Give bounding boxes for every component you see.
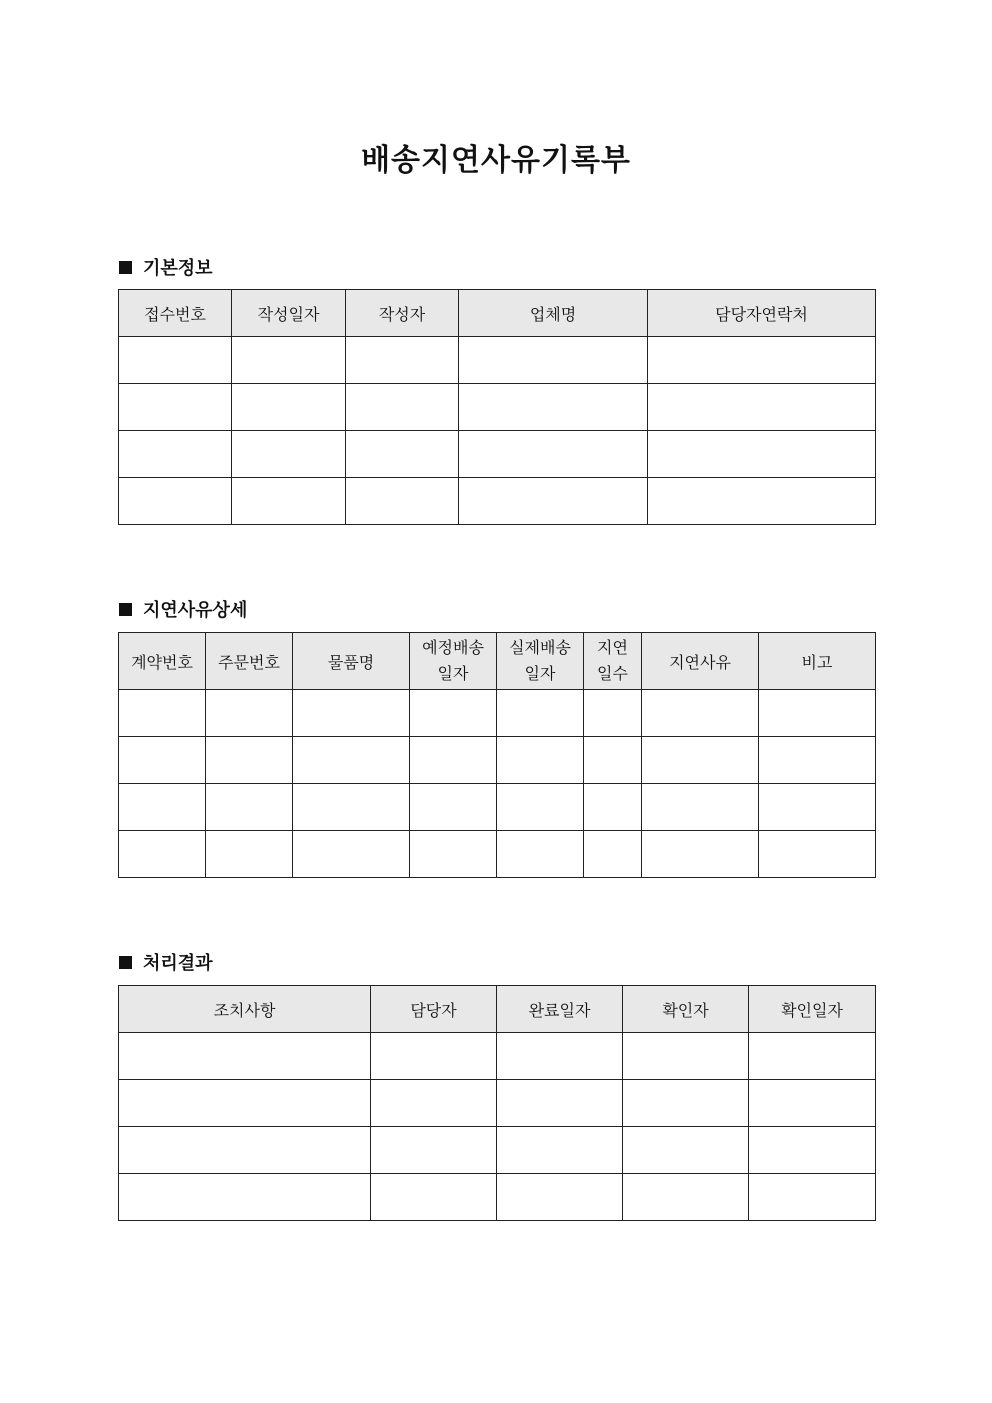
table-cell[interactable] (623, 1033, 749, 1080)
column-header: 비고 (759, 633, 876, 690)
table-cell[interactable] (584, 690, 642, 737)
table-cell[interactable] (584, 737, 642, 784)
table-row (119, 384, 876, 431)
column-header: 담당자연락처 (648, 290, 876, 337)
table-cell[interactable] (293, 831, 410, 878)
basic-info-table (118, 289, 876, 525)
column-header: 조치사항 (119, 986, 371, 1033)
table-cell[interactable] (206, 831, 293, 878)
square-bullet-icon (119, 956, 132, 969)
table-cell[interactable] (497, 1080, 623, 1127)
table-row (119, 1174, 876, 1221)
table-row (119, 1127, 876, 1174)
table-cell[interactable] (119, 1127, 371, 1174)
table-cell[interactable] (206, 737, 293, 784)
section-heading-label: 기본정보 (143, 258, 213, 279)
section-heading-basic-info (119, 254, 213, 280)
table-header-row (119, 633, 876, 690)
table-cell[interactable] (623, 1080, 749, 1127)
table-cell[interactable] (623, 1127, 749, 1174)
table-header-row (119, 986, 876, 1033)
table-cell[interactable] (119, 384, 232, 431)
table-cell[interactable] (497, 831, 584, 878)
table-cell[interactable] (119, 831, 206, 878)
table-cell[interactable] (206, 690, 293, 737)
square-bullet-icon (119, 261, 132, 274)
table-cell[interactable] (119, 431, 232, 478)
table-cell[interactable] (497, 690, 584, 737)
table-cell[interactable] (623, 1174, 749, 1221)
section-heading-label: 처리결과 (143, 953, 213, 974)
column-header: 예정배송 일자 (410, 633, 497, 690)
table-cell[interactable] (759, 784, 876, 831)
column-header: 주문번호 (206, 633, 293, 690)
table-cell[interactable] (497, 1174, 623, 1221)
table-cell[interactable] (371, 1033, 497, 1080)
table-cell[interactable] (642, 784, 759, 831)
table-cell[interactable] (749, 1174, 876, 1221)
table-cell[interactable] (119, 784, 206, 831)
table-cell[interactable] (642, 690, 759, 737)
table-cell[interactable] (119, 737, 206, 784)
table-cell[interactable] (648, 431, 876, 478)
column-header: 확인일자 (749, 986, 876, 1033)
table-cell[interactable] (410, 784, 497, 831)
table-cell[interactable] (293, 690, 410, 737)
table-cell[interactable] (410, 690, 497, 737)
table-cell[interactable] (584, 831, 642, 878)
table-cell[interactable] (648, 478, 876, 525)
table-cell[interactable] (119, 337, 232, 384)
column-header: 확인자 (623, 986, 749, 1033)
table-cell[interactable] (410, 737, 497, 784)
table-cell[interactable] (346, 431, 459, 478)
table-cell[interactable] (648, 384, 876, 431)
table-cell[interactable] (749, 1127, 876, 1174)
table-cell[interactable] (648, 337, 876, 384)
table-cell[interactable] (346, 478, 459, 525)
table-row (119, 784, 876, 831)
result-table (118, 985, 876, 1221)
table-cell[interactable] (371, 1174, 497, 1221)
column-header: 업체명 (459, 290, 648, 337)
table-cell[interactable] (459, 478, 648, 525)
table-row (119, 1033, 876, 1080)
table-cell[interactable] (642, 737, 759, 784)
table-row (119, 831, 876, 878)
table-cell[interactable] (759, 690, 876, 737)
table-row (119, 1080, 876, 1127)
table-cell[interactable] (346, 337, 459, 384)
section-heading-result (119, 949, 213, 975)
table-cell[interactable] (293, 784, 410, 831)
column-header: 물품명 (293, 633, 410, 690)
table-cell[interactable] (410, 831, 497, 878)
table-cell[interactable] (232, 384, 346, 431)
table-cell[interactable] (459, 384, 648, 431)
table-cell[interactable] (584, 784, 642, 831)
column-header: 지연사유 (642, 633, 759, 690)
table-row (119, 690, 876, 737)
table-cell[interactable] (119, 690, 206, 737)
table-cell[interactable] (346, 384, 459, 431)
table-cell[interactable] (119, 1080, 371, 1127)
table-cell[interactable] (459, 337, 648, 384)
table-cell[interactable] (371, 1080, 497, 1127)
table-row (119, 337, 876, 384)
table-cell[interactable] (749, 1080, 876, 1127)
column-header: 접수번호 (119, 290, 232, 337)
table-cell[interactable] (119, 478, 232, 525)
table-cell[interactable] (497, 737, 584, 784)
table-cell[interactable] (759, 831, 876, 878)
table-cell[interactable] (642, 831, 759, 878)
column-header: 계약번호 (119, 633, 206, 690)
column-header: 완료일자 (497, 986, 623, 1033)
delay-details-table (118, 632, 876, 878)
table-cell[interactable] (749, 1033, 876, 1080)
column-header: 작성자 (346, 290, 459, 337)
table-cell[interactable] (759, 737, 876, 784)
table-cell[interactable] (232, 337, 346, 384)
table-cell[interactable] (119, 1174, 371, 1221)
table-cell[interactable] (232, 478, 346, 525)
table-cell[interactable] (459, 431, 648, 478)
column-header: 작성일자 (232, 290, 346, 337)
column-header: 지연 일수 (584, 633, 642, 690)
table-cell[interactable] (371, 1127, 497, 1174)
table-row (119, 431, 876, 478)
table-header-row (119, 290, 876, 337)
page-title: 배송지연사유기록부 (361, 143, 631, 178)
table-cell[interactable] (497, 784, 584, 831)
column-header: 담당자 (371, 986, 497, 1033)
table-cell[interactable] (497, 1033, 623, 1080)
section-heading-delay-details (119, 596, 247, 622)
column-header: 실제배송 일자 (497, 633, 584, 690)
section-heading-label: 지연사유상세 (143, 600, 248, 621)
table-row (119, 737, 876, 784)
table-row (119, 478, 876, 525)
table-cell[interactable] (232, 431, 346, 478)
square-bullet-icon (119, 603, 132, 616)
table-cell[interactable] (497, 1127, 623, 1174)
table-cell[interactable] (119, 1033, 371, 1080)
table-cell[interactable] (293, 737, 410, 784)
table-cell[interactable] (206, 784, 293, 831)
